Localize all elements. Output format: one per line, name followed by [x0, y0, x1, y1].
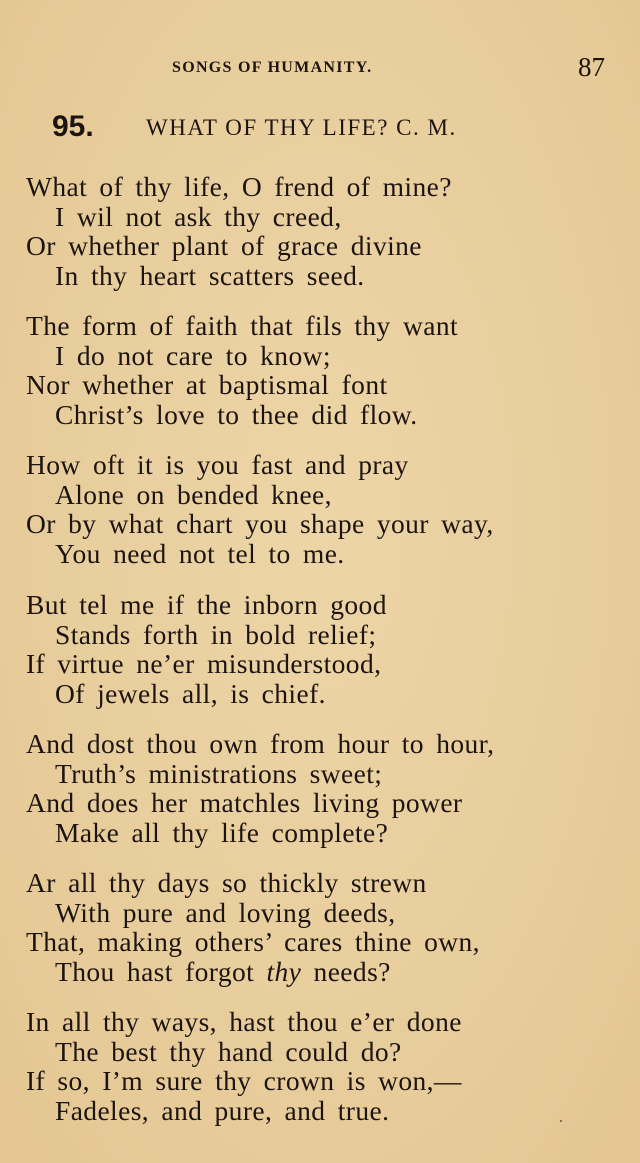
stanza-6 — [26, 868, 626, 986]
verse-line: Alone on bended knee, — [55, 478, 332, 510]
verse-line: In all thy ways, hast thou e’er done — [26, 1006, 462, 1037]
running-head — [0, 52, 640, 86]
verse-line: Truth’s ministrations sweet; — [55, 757, 383, 789]
verse-text: needs? — [301, 955, 391, 987]
verse-line: Make all thy life complete? — [55, 816, 389, 848]
verse-line: You need not tel to me. — [55, 537, 345, 569]
verse-line: But tel me if the inborn good — [26, 589, 387, 620]
verse-line: Nor whether at baptismal font — [26, 369, 388, 400]
verse-line: And dost thou own from hour to hour, — [26, 728, 495, 759]
verse-line: Or whether plant of grace divine — [26, 230, 422, 261]
verse-line: What of thy life, O frend of mine? — [26, 171, 452, 202]
stanza-5 — [26, 729, 626, 847]
stanza-1 — [26, 172, 626, 290]
verse-line: If so, I’m sure thy crown is won,— — [26, 1065, 462, 1096]
running-title: SONGS OF HUMANITY. — [172, 59, 373, 76]
verse-line — [26, 957, 626, 987]
stanza-3 — [26, 450, 626, 568]
print-speck — [560, 1120, 562, 1122]
verse-line: How oft it is you fast and pray — [26, 449, 409, 480]
verse-line: In thy heart scatters seed. — [55, 259, 365, 291]
verse-line: Fadeles, and pure, and true. — [55, 1094, 390, 1126]
page-number: 87 — [578, 52, 605, 82]
stanza-2 — [26, 311, 626, 429]
hymn-title: WHAT OF THY LIFE? C. M. — [146, 115, 457, 140]
verse-line: I do not care to know; — [55, 339, 331, 371]
verse-line: If virtue ne’er misunderstood, — [26, 648, 382, 679]
stanza-7 — [26, 1007, 626, 1125]
verse-line: With pure and loving deeds, — [55, 896, 396, 928]
verse-text: Thou hast forgot — [55, 955, 267, 987]
stanza-4 — [26, 590, 626, 708]
verse-line: Of jewels all, is chief. — [55, 677, 326, 709]
italic-emphasis: thy — [266, 955, 302, 987]
verse-line: Or by what chart you shape your way, — [26, 508, 494, 539]
verse-line: And does her matchles living power — [26, 787, 463, 818]
hymn-number: 95. — [52, 110, 94, 143]
verse-line: The form of faith that fils thy want — [26, 310, 459, 341]
verse-line: Stands forth in bold relief; — [55, 618, 377, 650]
verse-line: Ar all thy days so thickly strewn — [26, 867, 427, 898]
verse-line: Christ’s love to thee did flow. — [55, 398, 418, 430]
verse-line: I wil not ask thy creed, — [55, 200, 342, 232]
verse-line: That, making others’ cares thine own, — [26, 926, 480, 957]
verse-line: The best thy hand could do? — [55, 1035, 402, 1067]
